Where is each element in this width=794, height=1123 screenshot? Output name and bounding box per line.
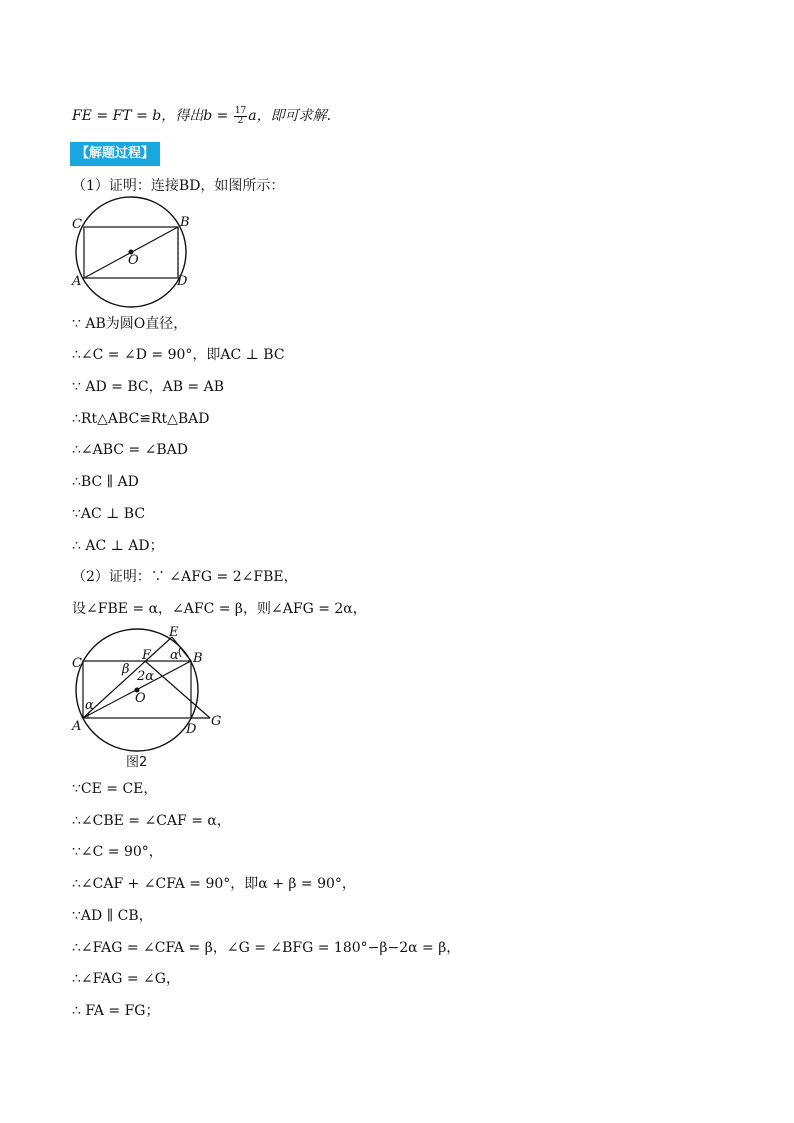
fig2-label-g: G	[211, 714, 222, 729]
step-l15: ∴∠CAF + ∠CFA = 90°，即α + β = 90°，	[72, 876, 356, 892]
step-l5: ∴Rt△ABC≌Rt△BAD	[72, 411, 210, 427]
step-l14: ∵∠C = 90°，	[72, 844, 163, 860]
fig1-label-c: C	[72, 217, 82, 232]
fig1-label-b: B	[180, 215, 190, 230]
step-l11: 设∠FBE = α，∠AFC = β，则∠AFG = 2α，	[72, 601, 367, 617]
fig1-label-d: D	[177, 274, 188, 289]
step-l9: ∴ AC ⊥ AD；	[72, 538, 164, 554]
fig2-angle-2alpha: 2α	[137, 669, 155, 684]
fig1-label-a: A	[72, 274, 82, 289]
fig2-arc-b	[179, 648, 181, 657]
fig2-label-d: D	[186, 722, 197, 737]
fraction: $\frac{17}{2}$	[234, 105, 247, 126]
step-l8: ∵AC ⊥ BC	[72, 506, 146, 522]
fig2-line-fg	[145, 661, 210, 718]
step-l18: ∴∠FAG = ∠G，	[72, 971, 180, 987]
intro-line: FE = FT = b，得出b = $\frac{17}{2}$ a，即可求解.	[72, 105, 332, 126]
fig2-angle-alpha-b: α	[170, 648, 179, 663]
step-l13: ∴∠CBE = ∠CAF = α，	[72, 813, 231, 829]
fig2-label-b: B	[193, 651, 203, 666]
fig1-label-o: O	[128, 253, 139, 268]
part2-heading: （2）证明：∵ ∠AFG = 2∠FBE，	[72, 569, 298, 585]
fig2-label-f: F	[142, 648, 152, 663]
solution-process-tag: 【解题过程】	[70, 142, 160, 166]
step-l6: ∴∠ABC = ∠BAD	[72, 442, 188, 458]
fig2-angle-beta: β	[122, 662, 130, 677]
fig2-caption: 图2	[126, 755, 148, 770]
part1-heading: （1）证明：连接BD，如图所示：	[72, 178, 285, 194]
step-l12: ∵CE = CE，	[72, 781, 158, 797]
step-l4: ∵ AD = BC，AB = AB	[72, 379, 225, 395]
step-l2: ∵ AB为圆O直径，	[72, 316, 188, 332]
fig2-label-e: E	[169, 625, 179, 640]
step-l17: ∴∠FAG = ∠CFA = β，∠G = ∠BFG = 180°−β−2α = β，	[72, 940, 461, 956]
fig2-label-c: C	[72, 656, 82, 671]
step-l3: ∴∠C = ∠D = 90°，即AC ⊥ BC	[72, 347, 285, 363]
fig2-label-a: A	[72, 719, 82, 734]
step-l19: ∴ FA = FG；	[72, 1003, 160, 1019]
step-l16: ∵AD ∥ CB，	[72, 908, 153, 924]
fig2-label-o: O	[135, 691, 146, 706]
step-l7: ∴BC ∥ AD	[72, 474, 139, 490]
fig2-angle-alpha-a: α	[85, 698, 94, 713]
